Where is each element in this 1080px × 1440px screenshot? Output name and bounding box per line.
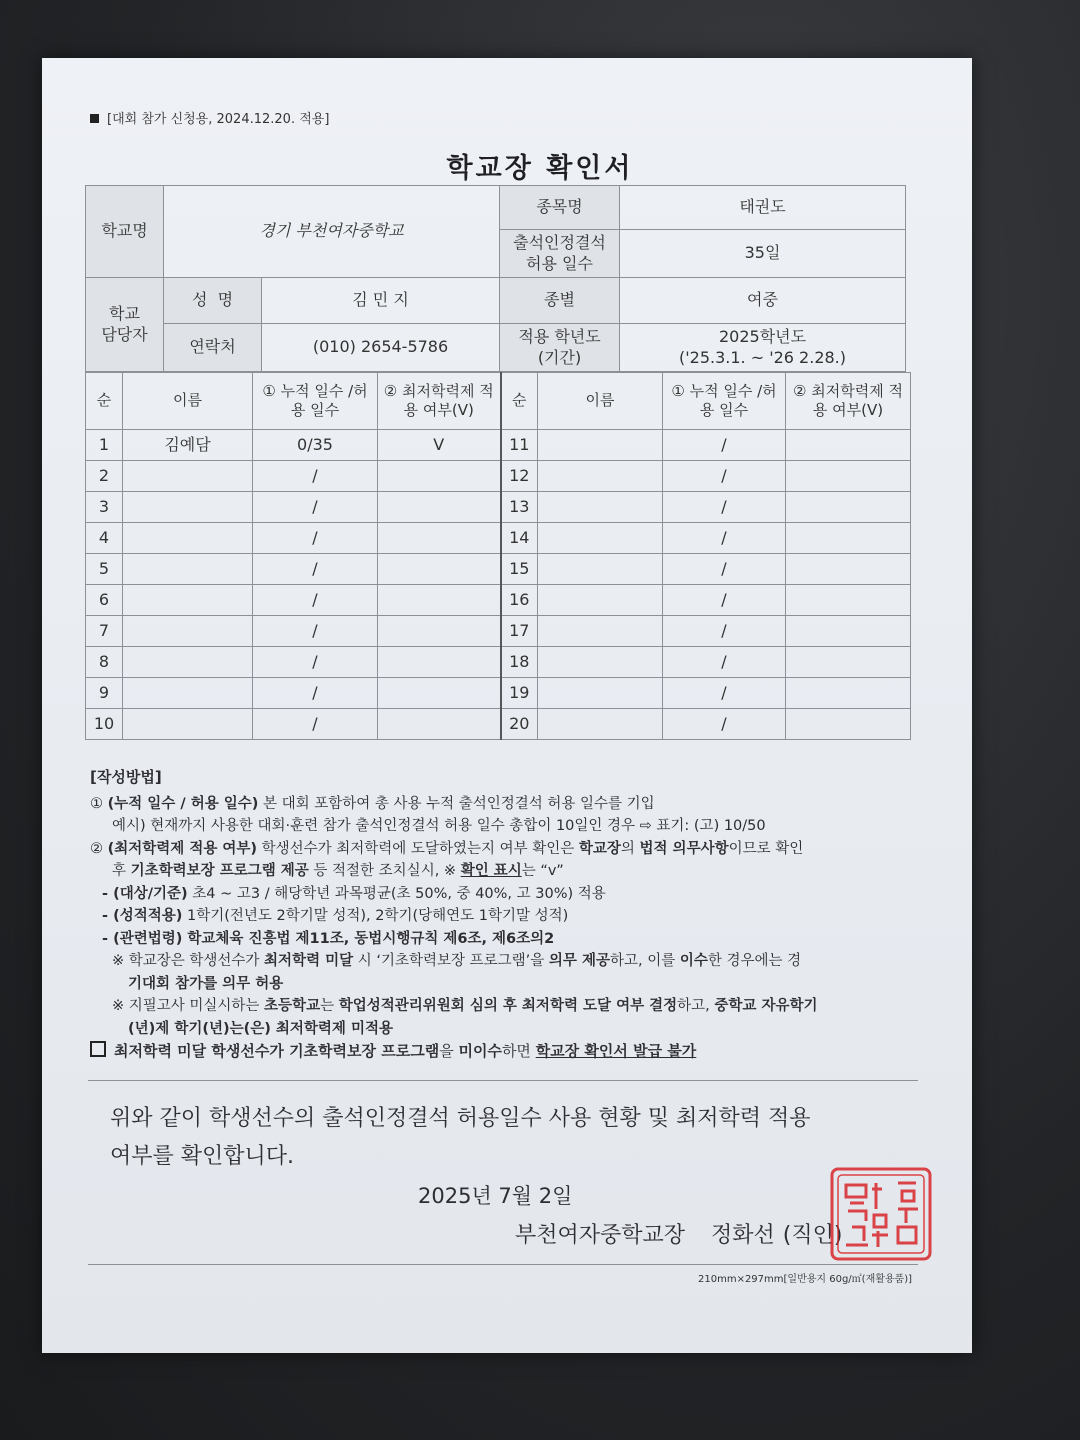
athlete-name-cell [538,523,663,554]
note-exam-cont: (년)제 학기(년)는(은) 최저학력제 미적용 [128,1020,394,1037]
cumulative-days-cell: / [253,554,378,585]
cumulative-days-cell: / [663,523,786,554]
cumulative-days-cell: / [253,709,378,740]
cumulative-days-cell: / [253,585,378,616]
confirmation-statement [110,1100,910,1176]
cumulative-days-cell: / [663,554,786,585]
cumulative-days-cell: / [663,678,786,709]
instruction-2-cont: 후 기초학력보장 프로그램 제공 등 적절한 조치실시, ※ 확인 표시는 “v” [112,863,564,879]
min-academic-check-cell [786,430,911,461]
table-row [86,585,911,616]
min-academic-check-cell [378,554,501,585]
instruction-2: ② (최저학력제 적용 여부) 학생선수가 최저학력에 도달하였는지 여부 확인은 학교장의 법적 의무사항이므로 확인 [90,840,804,857]
min-academic-check-cell [786,523,911,554]
school-label: 학교명 [86,186,164,278]
year-label: 적용 학년도 (기간) [500,324,620,372]
athlete-name-cell [123,616,253,647]
min-academic-check-cell [786,678,911,709]
cumulative-days-cell: / [663,709,786,740]
confirmation-line-2: 여부를 확인합니다. [110,1144,295,1169]
table-row [86,430,911,461]
athlete-name-cell [538,585,663,616]
table-row [86,616,911,647]
table-row [86,709,911,740]
note-principal: ※ 학교장은 학생선수가 최저학력 미달 시 ‘기초학력보장 프로그램’을 의무 제공하고, 이를 이수한 경우에는 경 [112,953,802,969]
row-number-cell: 14 [501,523,538,554]
row-number-cell: 2 [86,461,123,492]
divider-bottom [88,1264,918,1265]
athlete-name-cell [538,678,663,709]
min-academic-check-cell [378,678,501,709]
athlete-name-cell [123,554,253,585]
athlete-name-cell [123,709,253,740]
row-number-cell: 4 [86,523,123,554]
min-academic-check-cell [378,461,501,492]
instructions [90,766,920,1063]
athlete-name-cell [123,523,253,554]
table-row [86,523,911,554]
confirmation-line-1: 위와 같이 학생선수의 출석인정결석 허용일수 사용 현황 및 최저학력 적용 [110,1106,811,1131]
header-no: 순 [86,373,123,430]
official-seal-stamp [828,1165,938,1269]
min-academic-check-cell [786,647,911,678]
document-title: 학교장 확인서 [446,153,634,184]
cumulative-days-cell: / [253,678,378,709]
header-name: 이름 [123,373,253,430]
cumulative-days-cell: / [663,585,786,616]
bullet-grades: - (성적적용) 1학기(전년도 2학기말 성적), 2학기(당해연도 1학기말 성적) [102,908,569,924]
header-note-text: [대회 참가 신청용, 2024.12.20. 적용] [107,112,330,127]
athlete-name-cell [538,430,663,461]
event-label: 종목명 [500,186,620,230]
table-row [86,554,911,585]
table-row [86,647,911,678]
min-academic-check-cell [378,492,501,523]
note-principal-cont: 기대회 참가를 의무 허용 [128,975,284,992]
row-number-cell: 9 [86,678,123,709]
row-number-cell: 6 [86,585,123,616]
table-row [86,461,911,492]
min-academic-check-cell [378,647,501,678]
row-number-cell: 13 [501,492,538,523]
allow-days-value: 35일 [620,230,906,278]
event-value: 태권도 [620,186,906,230]
signer [515,1218,842,1249]
cumulative-days-cell: / [253,461,378,492]
athlete-name-cell [123,461,253,492]
row-number-cell: 17 [501,616,538,647]
school-value: 경기 부천여자중학교 [164,186,500,278]
instruction-1-example: 예시) 현재까지 사용한 대회·훈련 참가 출석인정결석 허용 일수 총합이 10일인 경우 ⇨ 표기: (고) 10/50 [112,818,766,834]
row-number-cell: 10 [86,709,123,740]
row-number-cell: 3 [86,492,123,523]
min-academic-check-cell [786,492,911,523]
min-academic-check-cell [786,461,911,492]
contact-group-label: 학교 담당자 [86,278,164,372]
athlete-name-cell [538,647,663,678]
note-exam: ※ 지필고사 미실시하는 초등학교는 학업성적관리위원회 심의 후 최저학력 도달 여부 결정하고, 중학교 자유학기 [112,998,818,1014]
warning-note: 최저학력 미달 학생선수가 기초학력보장 프로그램을 미이수하면 학교장 확인서 발급 불가 [90,1040,920,1063]
cumulative-days-cell: / [663,616,786,647]
row-number-cell: 15 [501,554,538,585]
athlete-name-cell [123,492,253,523]
row-number-cell: 1 [86,430,123,461]
cumulative-days-cell: / [253,616,378,647]
header-min: ② 최저학력제 적용 여부(V) [378,373,501,430]
allow-days-label: 출석인정결석 허용 일수 [500,230,620,278]
header-days: ① 누적 일수 /허용 일수 [253,373,378,430]
bullet-target: - (대상/기준) 초4 ~ 고3 / 해당학년 과목평균(초 50%, 중 40%, 고 30%) 적용 [102,885,606,902]
cumulative-days-cell: / [253,647,378,678]
athlete-name-cell [538,554,663,585]
table-row [86,678,911,709]
row-number-cell: 11 [501,430,538,461]
min-academic-check-cell [378,523,501,554]
header-min-right: ② 최저학력제 적용 여부(V) [786,373,911,430]
issue-date: 2025년 7월 2일 [418,1184,573,1208]
cumulative-days-cell: 0/35 [253,430,378,461]
athlete-name-cell [538,709,663,740]
row-number-cell: 5 [86,554,123,585]
instructions-heading: [작성방법] [90,768,162,786]
cumulative-days-cell: / [663,430,786,461]
min-academic-check-cell [378,709,501,740]
divider-top [88,1080,918,1081]
phone-label: 연락처 [164,324,262,372]
athlete-name-cell [538,461,663,492]
boxed-arrow-icon [90,1041,106,1057]
header-name-right: 이름 [538,373,663,430]
row-number-cell: 20 [501,709,538,740]
seal-word: (직인) [782,1223,843,1248]
min-academic-check-cell: V [378,430,501,461]
header-days-right: ① 누적 일수 /허용 일수 [663,373,786,430]
cumulative-days-cell: / [253,523,378,554]
signer-title: 부천여자중학교장 [515,1223,686,1248]
athlete-name-cell: 김예담 [123,430,253,461]
row-number-cell: 12 [501,461,538,492]
cumulative-days-cell: / [663,461,786,492]
gender-value: 여중 [620,278,906,324]
row-number-cell: 16 [501,585,538,616]
cumulative-days-cell: / [663,647,786,678]
phone-value: (010) 2654-5786 [262,324,500,372]
min-academic-check-cell [378,585,501,616]
name-value: 김 민 지 [262,278,500,324]
header-no-right: 순 [501,373,538,430]
info-table [85,185,906,372]
athlete-name-cell [123,585,253,616]
min-academic-check-cell [786,709,911,740]
table-row [86,492,911,523]
min-academic-check-cell [786,616,911,647]
header-note [90,108,329,127]
square-bullet-icon [90,114,99,123]
year-value: 2025학년도 ('25.3.1. ~ '26 2.28.) [620,324,906,372]
row-number-cell: 8 [86,647,123,678]
gender-label: 종별 [500,278,620,324]
cumulative-days-cell: / [253,492,378,523]
paper-spec: 210mm×297mm[일반용지 60g/㎡(재활용품)] [698,1274,913,1285]
row-number-cell: 19 [501,678,538,709]
athlete-name-cell [538,492,663,523]
row-number-cell: 7 [86,616,123,647]
min-academic-check-cell [378,616,501,647]
row-number-cell: 18 [501,647,538,678]
cumulative-days-cell: / [663,492,786,523]
athlete-table [85,372,911,740]
athlete-name-cell [123,647,253,678]
athlete-name-cell [123,678,253,709]
min-academic-check-cell [786,554,911,585]
min-academic-check-cell [786,585,911,616]
bullet-laws: - (관련법령) 학교체육 진흥법 제11조, 동법시행규칙 제6조, 제6조의2 [102,930,555,947]
signer-name: 정화선 [711,1223,775,1248]
athlete-name-cell [538,616,663,647]
instruction-1: ① (누적 일수 / 허용 일수) 본 대회 포함하여 총 사용 누적 출석인정결석 허용 일수를 기입 [90,795,655,812]
name-label: 성 명 [164,278,262,324]
